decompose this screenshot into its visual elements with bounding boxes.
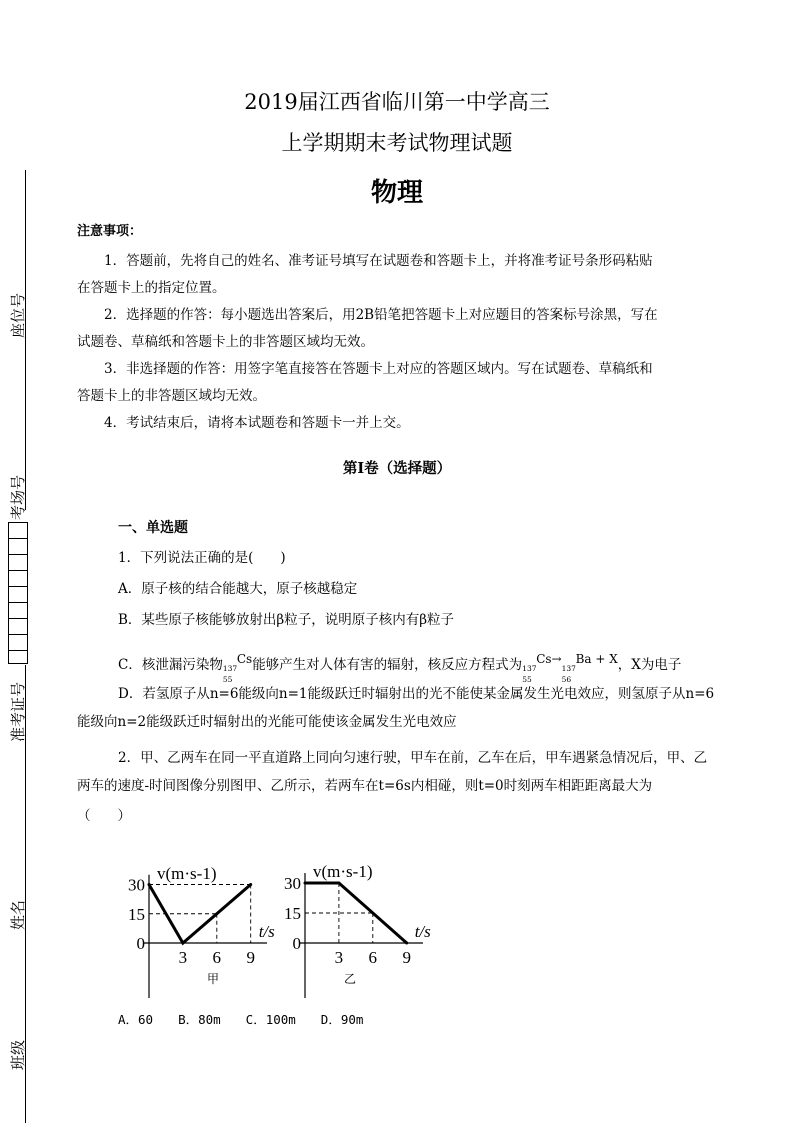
x-tick-label: 6 (212, 948, 222, 967)
y-axis-label: v(m·s-1) (313, 862, 373, 881)
x-tick-label: 9 (246, 948, 255, 967)
arrow-icon: → (551, 652, 562, 666)
cs-mass: 137 (222, 663, 238, 673)
notice-line: 在答题卡上的指定位置。 (77, 280, 226, 296)
notice-line: 3．非选择题的作答：用签字笔直接答在答题卡上对应的答题区域内。写在试题卷、草稿纸和 (104, 361, 653, 377)
cs-atomic: 55 (222, 674, 233, 684)
cs-isotope (222, 657, 238, 684)
class-label: 班级 (9, 1039, 27, 1070)
section-title: 第Ⅰ卷（选择题） (342, 460, 452, 477)
q1-option-d-line1: D．若氢原子从n=6能级向n=1能级跃迁时辐射出的光不能使某金属发生光电效应，则氢原子从n=6 (118, 686, 715, 702)
ba-mass: 137 (561, 663, 576, 673)
chart-caption: 甲 (206, 972, 220, 986)
q2-options: A．60 B．80m C．100m D．90m (118, 1012, 364, 1027)
y-tick-label: 15 (284, 904, 301, 923)
q1-option-a: A．原子核的结合能越大，原子核越稳定 (118, 581, 358, 597)
data-point (337, 882, 340, 885)
q1-option-d-line2: 能级向n=2能级跃迁时辐射出的光能可能使该金属发生光电效应 (77, 714, 457, 730)
y-tick-label: 0 (292, 934, 301, 953)
q2-stem-line1: 2．甲、乙两车在同一平直道路上同向匀速行驶，甲车在前，乙车在后，甲车遇紧急情况后，甲、乙 (118, 750, 708, 766)
x-axis-label: t/s (414, 922, 431, 941)
notice-line: 答题卡上的非答题区域均无效。 (77, 388, 266, 404)
q1-option-c (118, 646, 748, 684)
data-point (249, 883, 252, 886)
name-label: 姓名 (9, 899, 27, 930)
ba-atomic: 56 (561, 674, 572, 684)
y-tick-label: 0 (136, 934, 145, 953)
y-tick-label: 30 (284, 874, 301, 893)
subject-title: 物理 (370, 178, 423, 208)
part-title: 一、单选题 (118, 520, 188, 536)
q1-c-prefix: C．核泄漏污染物 (118, 657, 223, 673)
q1-c-suffix: ，X为电子 (617, 657, 682, 673)
y-tick-label: 30 (128, 875, 145, 895)
cs-symbol: Cs (236, 652, 253, 666)
cs-symbol: Cs (536, 652, 552, 666)
q1-c-mid: 能够产生对人体有害的辐射，核反应方程式为 (252, 657, 523, 673)
cs-isotope (522, 657, 537, 684)
notice-line: 2．选择题的作答：每小题选出答案后，用2B铅笔把答题卡上对应题目的答案标号涂黑，写在 (104, 307, 658, 323)
q1-option-b: B．某些原子核能够放射出β粒子，说明原子核内有β粒子 (118, 612, 455, 628)
x-tick-label: 9 (402, 948, 411, 967)
x-tick-label: 3 (178, 948, 188, 967)
data-point (148, 883, 151, 886)
data-point (304, 882, 307, 885)
binding-line (25, 170, 26, 510)
cs-atomic: 55 (522, 674, 532, 684)
notice-line: 4．考试结束后，请将本试题卷和答题卡一并上交。 (104, 415, 410, 431)
chart-caption: 乙 (343, 972, 357, 986)
ba-isotope (561, 657, 576, 684)
data-point (181, 942, 184, 945)
data-point (405, 942, 408, 945)
ba-symbol: Ba + X (575, 652, 618, 666)
y-tick-label: 15 (128, 904, 145, 924)
notice-heading: 注意事项： (77, 224, 143, 239)
x-tick-label: 6 (368, 948, 378, 967)
chart-jia (118, 838, 288, 998)
notice-line: 试题卷、草稿纸和答题卡上的非答题区域均无效。 (77, 334, 374, 350)
cs-mass: 137 (522, 663, 537, 673)
exam-number-label: 准考证号 (9, 681, 27, 742)
q2-stem-line3: （ ） (77, 808, 131, 824)
q2-stem-line2: 两车的速度-时间图像分别图甲、乙所示，若两车在t=6s内相碰，则t=0时刻两车相距距离最大为 (77, 778, 653, 794)
title-line-2: 上学期期末考试物理试题 (281, 131, 513, 155)
notice-line: 1．答题前，先将自己的姓名、准考证号填写在试题卷和答题卡上，并将准考证号条形码粘贴 (104, 253, 653, 269)
seat-label: 座位号 (9, 292, 27, 338)
x-axis-label: t/s (258, 922, 275, 941)
title-line-1: 2019届江西省临川第一中学高三 (244, 90, 550, 114)
x-tick-label: 3 (334, 948, 344, 967)
exam-number-boxes[interactable] (8, 522, 28, 664)
room-label: 考场号 (9, 474, 27, 520)
q1-stem: 1．下列说法正确的是( ) (118, 550, 286, 566)
chart-yi (278, 838, 468, 998)
y-axis-label: v(m·s-1) (157, 863, 217, 883)
